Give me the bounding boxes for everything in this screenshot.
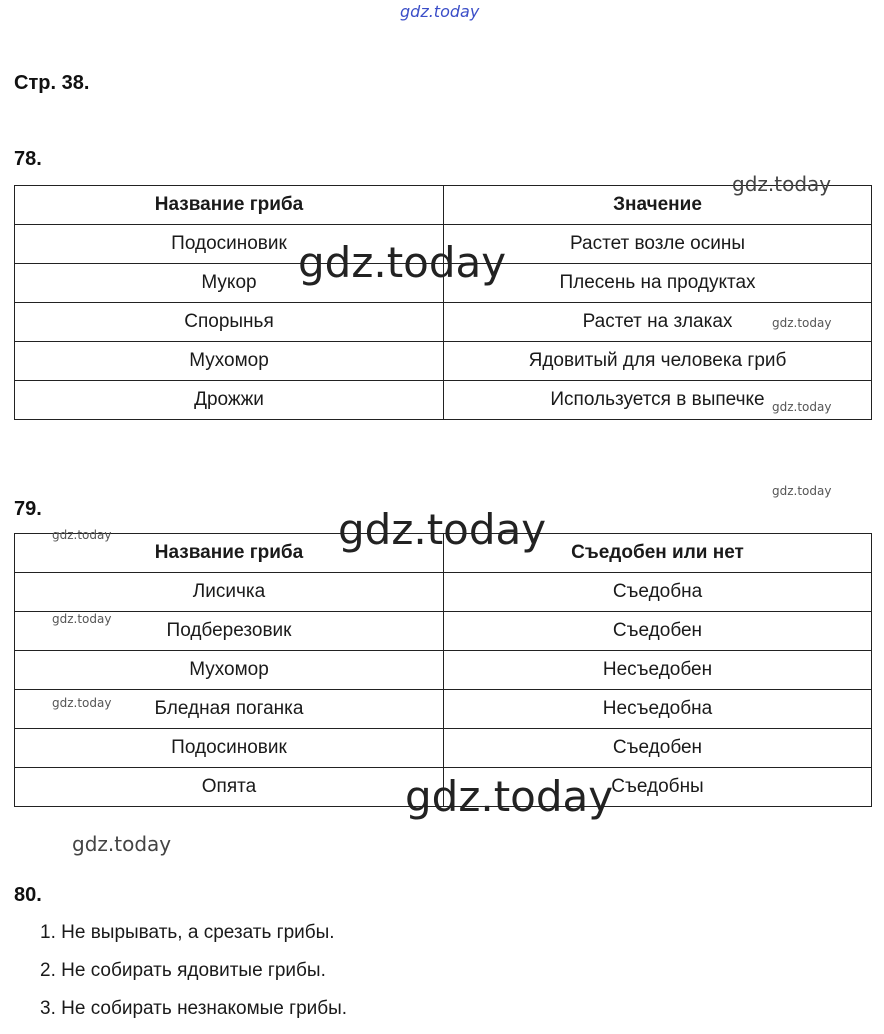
watermark-small: gdz.today xyxy=(772,400,832,414)
table-header-row xyxy=(15,186,872,225)
watermark-small: gdz.today xyxy=(772,484,832,498)
list-item: 2. Не собирать ядовитые грибы. xyxy=(40,960,326,981)
meaning-cell: Растет возле осины xyxy=(444,225,872,264)
task-80-list xyxy=(40,920,347,1034)
mushroom-name-cell: Мукор xyxy=(15,264,444,303)
mushroom-name-cell: Лисичка xyxy=(15,573,444,612)
table-row xyxy=(15,303,872,342)
mushroom-name-cell: Мухомор xyxy=(15,342,444,381)
watermark-medium: gdz.today xyxy=(72,832,172,856)
watermark-top: gdz.today xyxy=(400,2,480,21)
watermark-large: gdz.today xyxy=(338,505,547,554)
edibility-cell: Несъедобна xyxy=(444,690,872,729)
table-row xyxy=(15,225,872,264)
meaning-cell: Растет на злаках xyxy=(444,303,872,342)
table-row xyxy=(15,612,872,651)
header-cell: Название гриба xyxy=(15,186,444,225)
mushroom-name-cell: Опята xyxy=(15,768,444,807)
mushroom-name-cell: Подберезовик xyxy=(15,612,444,651)
mushroom-name-cell: Мухомор xyxy=(15,651,444,690)
page-heading: Стр. 38. xyxy=(14,72,90,94)
table-row xyxy=(15,768,872,807)
mushroom-name-cell: Дрожжи xyxy=(15,381,444,420)
mushroom-name-cell: Подосиновик xyxy=(15,225,444,264)
table-row xyxy=(15,690,872,729)
watermark-small: gdz.today xyxy=(772,316,832,330)
table-row xyxy=(15,729,872,768)
task-80-number: 80. xyxy=(14,884,42,906)
table-79 xyxy=(14,533,872,807)
task-79-number: 79. xyxy=(14,498,42,520)
header-cell: Название гриба xyxy=(15,534,444,573)
watermark-large: gdz.today xyxy=(298,238,507,287)
edibility-cell: Несъедобен xyxy=(444,651,872,690)
mushroom-name-cell: Спорынья xyxy=(15,303,444,342)
mushroom-name-cell: Бледная поганка xyxy=(15,690,444,729)
watermark-small: gdz.today xyxy=(52,528,112,542)
table-header-row xyxy=(15,534,872,573)
watermark-small: gdz.today xyxy=(52,612,112,626)
meaning-cell: Используется в выпечке xyxy=(444,381,872,420)
header-cell: Съедобен или нет xyxy=(444,534,872,573)
edibility-cell: Съедобны xyxy=(444,768,872,807)
header-cell: Значение xyxy=(444,186,872,225)
table-row xyxy=(15,342,872,381)
list-item: 1. Не вырывать, а срезать грибы. xyxy=(40,922,335,943)
edibility-cell: Съедобен xyxy=(444,729,872,768)
edibility-cell: Съедобен xyxy=(444,612,872,651)
task-78-number: 78. xyxy=(14,148,42,170)
meaning-cell: Ядовитый для человека гриб xyxy=(444,342,872,381)
table-row xyxy=(15,381,872,420)
list-item: 3. Не собирать незнакомые грибы. xyxy=(40,998,348,1019)
watermark-small: gdz.today xyxy=(52,696,112,710)
watermark-medium: gdz.today xyxy=(732,172,832,196)
edibility-cell: Съедобна xyxy=(444,573,872,612)
table-row xyxy=(15,651,872,690)
table-row xyxy=(15,573,872,612)
mushroom-name-cell: Подосиновик xyxy=(15,729,444,768)
table-78 xyxy=(14,185,872,420)
meaning-cell: Плесень на продуктах xyxy=(444,264,872,303)
watermark-large: gdz.today xyxy=(405,772,614,821)
table-row xyxy=(15,264,872,303)
